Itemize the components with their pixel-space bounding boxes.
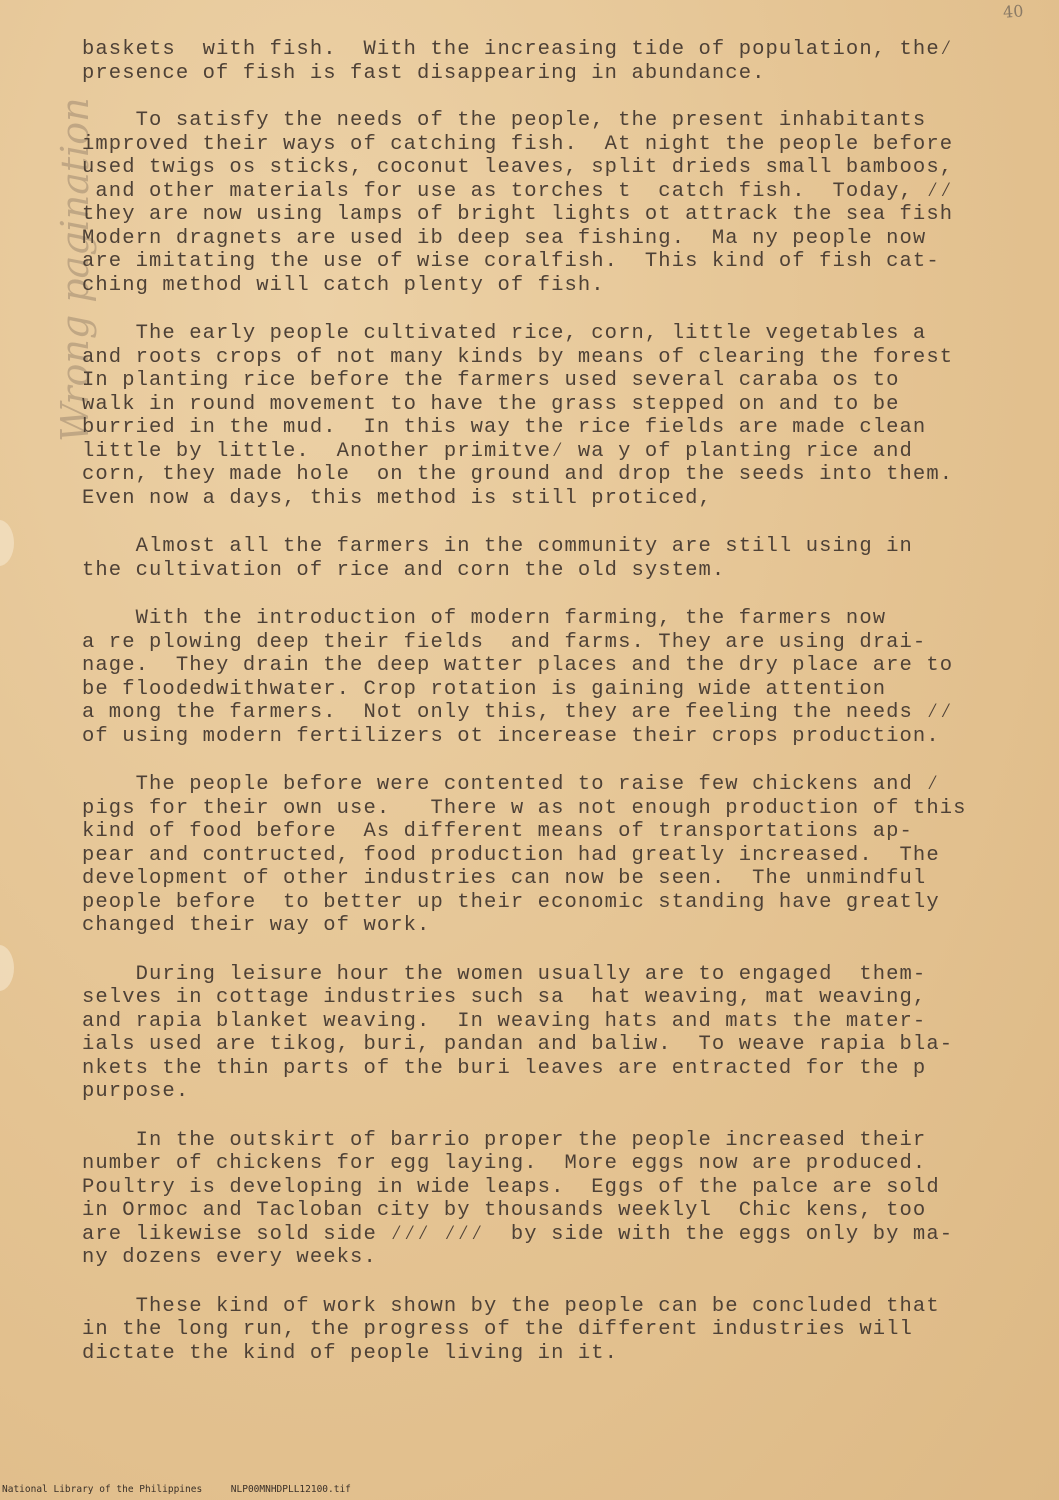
text-line: and roots crops of not many kinds by means of clearing the forest [82,345,954,369]
text-line: corn, they made hole on the ground and drop the seeds into them. [82,463,954,486]
text-line: ny dozens every weeks. [82,1246,377,1269]
text-line: changed their way of work. [82,914,431,937]
text-line: a mong the farmers. Not only this, they are feeling the needs ∕∕ [82,701,954,724]
text-line: In planting rice before the farmers used several caraba os to [82,369,900,392]
text-line: In the outskirt of barrio proper the people increased their [82,1128,927,1152]
text-line: Almost all the farmers in the community are still using in [82,535,913,558]
paragraph [82,535,1047,582]
text-line: development of other industries can now be seen. The unmindful [82,867,927,890]
text-line: baskets with fish. With the increasing tide of population, the∕ [82,38,954,61]
text-line: Even now a days, this method is still proticed, [82,486,712,510]
text-line: purpose. [82,1080,190,1103]
text-line: Modern dragnets are used ib deep sea fishing. Ma ny people now [82,226,927,250]
text-line: in Ormoc and Tacloban city by thousands weeklyl Chic kens, too [82,1199,927,1222]
paragraph [82,963,1047,1104]
text-line: presence of fish is fast disappearing in abundance. [82,61,766,85]
text-line: These kind of work shown by the people can be concluded that [82,1294,940,1318]
text-line: little by little. Another primitve∕ wa y of planting rice and [82,439,913,463]
paragraph [82,1129,1047,1270]
text-line: During leisure hour the women usually are to engaged them- [82,962,927,986]
text-line: To satisfy the needs of the people, the present inhabitants [82,109,927,132]
paragraph [82,773,1047,938]
text-line: a re plowing deep their fields and farms. They are using drai- [82,630,927,654]
text-line: of using modern fertilizers ot incerease their crops production. [82,724,940,748]
text-line: they are now using lamps of bright lights ot attrack the sea fish [82,203,954,226]
text-line: are likewise sold side ∕∕∕ ∕∕∕ by side with the eggs only by ma- [82,1222,954,1246]
paragraph [82,38,1047,85]
text-line: pigs for their own use. There w as not enough production of this [82,796,967,820]
text-line: The people before were contented to raise few chickens and ∕ [82,773,940,796]
text-line: people before to better up their economic standing have greatly [82,890,940,914]
text-line: the cultivation of rice and corn the old system. [82,558,726,582]
text-line: The early people cultivated rice, corn, little vegetables a [82,322,927,345]
text-line: improved their ways of catching fish. At night the people before [82,132,954,156]
text-line: nkets the thin parts of the buri leaves are entracted for the p [82,1056,927,1080]
page-number: 40 [1002,1,1024,22]
text-line: burried in the mud. In this way the rice fields are made clean [82,416,927,439]
text-line: With the introduction of modern farming, the farmers now [82,607,887,630]
text-line: number of chickens for egg laying. More eggs now are produced. [82,1152,927,1175]
text-line: Poultry is developing in wide leaps. Eggs of the palce are sold [82,1175,940,1199]
typed-document-body [82,38,1047,1390]
text-line: and other materials for use as torches t catch fish. Today, ∕∕ [82,179,954,203]
text-line: in the long run, the progress of the different industries will [82,1318,913,1341]
text-line: dictate the kind of people living in it. [82,1341,619,1365]
text-line: selves in cottage industries such sa hat weaving, mat weaving, [82,986,927,1009]
paragraph [82,322,1047,510]
text-line: walk in round movement to have the grass stepped on and to be [82,392,900,416]
text-line: ials used are tikog, buri, pandan and baliw. To weave rapia bla- [82,1033,954,1056]
text-line: kind of food before As different means of transportations ap- [82,820,913,843]
punch-hole [0,520,14,566]
text-line: are imitating the use of wise coralfish. This kind of fish cat- [82,250,940,273]
text-line: ching method will catch plenty of fish. [82,273,605,297]
paragraph [82,607,1047,748]
text-line: nage. They drain the deep watter places and the dry place are to [82,654,954,677]
paragraph [82,109,1047,297]
text-line: pear and contructed, food production had greatly increased. The [82,843,940,867]
text-line: used twigs os sticks, coconut leaves, split drieds small bamboos, [82,156,954,179]
margin-handwritten-note: Wrong pagination [53,97,97,442]
punch-hole [0,945,14,991]
text-line: and rapia blanket weaving. In weaving hats and mats the mater- [82,1009,927,1033]
paragraph [82,1295,1047,1366]
footer-credit: National Library of the Philippines NLP00MNHDPLL12100.tif [2,1484,351,1495]
text-line: be floodedwithwater. Crop rotation is gaining wide attention [82,677,887,701]
